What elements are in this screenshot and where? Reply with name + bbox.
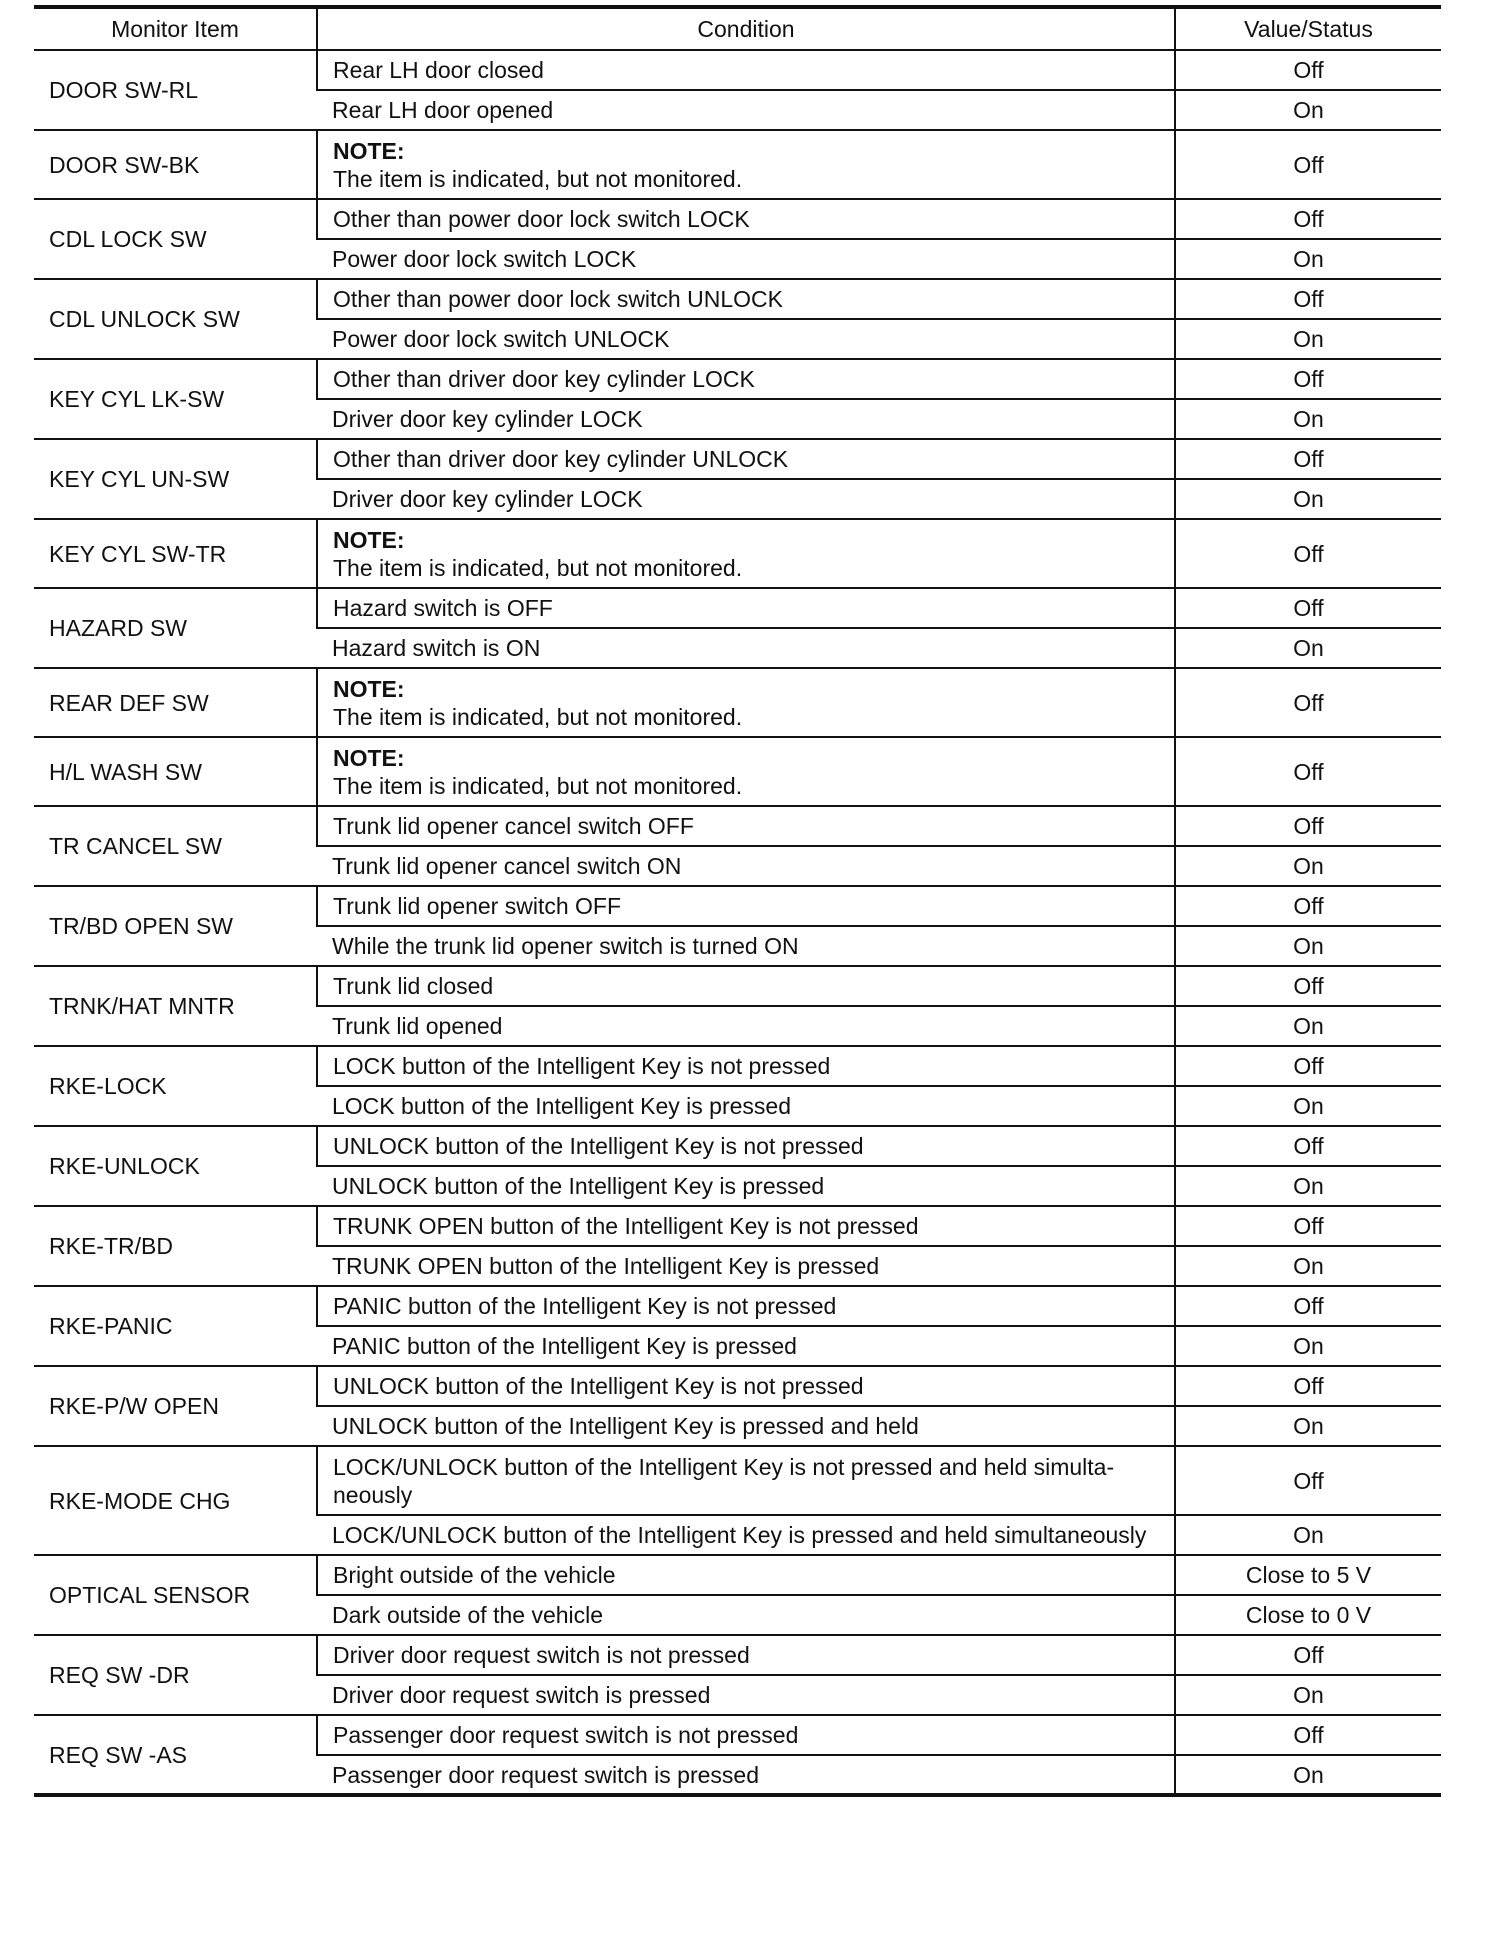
condition-cell: Trunk lid opener switch OFF: [317, 886, 1175, 926]
condition-cell: Trunk lid opener cancel switch ON: [317, 846, 1175, 886]
condition-cell: UNLOCK button of the Intelligent Key is not pressed: [317, 1366, 1175, 1406]
condition-cell: UNLOCK button of the Intelligent Key is pressed: [317, 1166, 1175, 1206]
value-status-cell: Off: [1175, 1286, 1441, 1326]
header-condition: Condition: [317, 7, 1175, 50]
table-row: [34, 359, 1441, 399]
value-status-cell: Off: [1175, 588, 1441, 628]
condition-cell: Rear LH door closed: [317, 50, 1175, 90]
condition-cell: PANIC button of the Intelligent Key is not pressed: [317, 1286, 1175, 1326]
condition-cell: Hazard switch is OFF: [317, 588, 1175, 628]
condition-cell: Hazard switch is ON: [317, 628, 1175, 668]
condition-cell: Driver door key cylinder LOCK: [317, 479, 1175, 519]
value-status-cell: Off: [1175, 1126, 1441, 1166]
condition-cell: TRUNK OPEN button of the Intelligent Key is pressed: [317, 1246, 1175, 1286]
monitor-item-cell: HAZARD SW: [34, 588, 317, 668]
value-status-cell: Off: [1175, 1715, 1441, 1755]
note-text: The item is indicated, but not monitored.: [333, 165, 743, 192]
table-row: [34, 668, 1441, 737]
monitor-item-cell: KEY CYL UN-SW: [34, 439, 317, 519]
header-value-status: Value/Status: [1175, 7, 1441, 50]
condition-cell: UNLOCK button of the Intelligent Key is pressed and held: [317, 1406, 1175, 1446]
condition-cell: Trunk lid opener cancel switch OFF: [317, 806, 1175, 846]
value-status-cell: On: [1175, 399, 1441, 439]
condition-cell: Trunk lid closed: [317, 966, 1175, 1006]
table-row: [34, 439, 1441, 479]
value-status-cell: Close to 5 V: [1175, 1555, 1441, 1595]
table-row: [34, 199, 1441, 239]
value-status-cell: Off: [1175, 668, 1441, 737]
table-body: [34, 50, 1441, 1795]
value-status-cell: Off: [1175, 359, 1441, 399]
value-status-cell: Off: [1175, 50, 1441, 90]
value-status-cell: Off: [1175, 806, 1441, 846]
table-row: [34, 1715, 1441, 1755]
condition-cell: While the trunk lid opener switch is turned ON: [317, 926, 1175, 966]
value-status-cell: On: [1175, 1515, 1441, 1555]
monitor-table-container: [34, 5, 1441, 1797]
value-status-cell: On: [1175, 1246, 1441, 1286]
table-row: [34, 1126, 1441, 1166]
value-status-cell: On: [1175, 1755, 1441, 1795]
monitor-item-cell: TR/BD OPEN SW: [34, 886, 317, 966]
table-row: [34, 1555, 1441, 1595]
condition-cell: [317, 130, 1175, 199]
table-row: [34, 1286, 1441, 1326]
condition-cell: LOCK button of the Intelligent Key is pressed: [317, 1086, 1175, 1126]
condition-cell: UNLOCK button of the Intelligent Key is not pressed: [317, 1126, 1175, 1166]
condition-cell: [317, 519, 1175, 588]
value-status-cell: Off: [1175, 1206, 1441, 1246]
note-title: NOTE:: [333, 137, 405, 164]
note-title: NOTE:: [333, 675, 405, 702]
monitor-item-cell: KEY CYL LK-SW: [34, 359, 317, 439]
value-status-cell: Off: [1175, 439, 1441, 479]
monitor-item-cell: RKE-MODE CHG: [34, 1446, 317, 1555]
monitor-item-cell: RKE-LOCK: [34, 1046, 317, 1126]
condition-cell: Passenger door request switch is pressed: [317, 1755, 1175, 1795]
table-row: [34, 966, 1441, 1006]
condition-cell: PANIC button of the Intelligent Key is pressed: [317, 1326, 1175, 1366]
monitor-item-cell: OPTICAL SENSOR: [34, 1555, 317, 1635]
value-status-cell: Off: [1175, 737, 1441, 806]
monitor-item-cell: RKE-P/W OPEN: [34, 1366, 317, 1446]
table-row: [34, 1046, 1441, 1086]
value-status-cell: Close to 0 V: [1175, 1595, 1441, 1635]
monitor-item-cell: KEY CYL SW-TR: [34, 519, 317, 588]
table-row: [34, 1446, 1441, 1515]
value-status-cell: Off: [1175, 1635, 1441, 1675]
table-row: [34, 737, 1441, 806]
monitor-item-cell: REQ SW -DR: [34, 1635, 317, 1715]
table-row: [34, 806, 1441, 846]
table-row: [34, 1206, 1441, 1246]
value-status-cell: Off: [1175, 886, 1441, 926]
note-title: NOTE:: [333, 526, 405, 553]
value-status-cell: On: [1175, 846, 1441, 886]
value-status-cell: Off: [1175, 1046, 1441, 1086]
value-status-cell: On: [1175, 1166, 1441, 1206]
value-status-cell: On: [1175, 1406, 1441, 1446]
condition-cell: TRUNK OPEN button of the Intelligent Key is not pressed: [317, 1206, 1175, 1246]
monitor-item-cell: CDL UNLOCK SW: [34, 279, 317, 359]
header-monitor-item: Monitor Item: [34, 7, 317, 50]
condition-cell: Other than power door lock switch UNLOCK: [317, 279, 1175, 319]
value-status-cell: On: [1175, 1675, 1441, 1715]
condition-cell: Power door lock switch UNLOCK: [317, 319, 1175, 359]
table-row: [34, 50, 1441, 90]
condition-cell: Power door lock switch LOCK: [317, 239, 1175, 279]
monitor-item-cell: REAR DEF SW: [34, 668, 317, 737]
note-text: The item is indicated, but not monitored.: [333, 703, 743, 730]
value-status-cell: Off: [1175, 519, 1441, 588]
table-row: [34, 588, 1441, 628]
table-row: [34, 886, 1441, 926]
condition-cell: Driver door key cylinder LOCK: [317, 399, 1175, 439]
note-title: NOTE:: [333, 744, 405, 771]
monitor-item-cell: RKE-UNLOCK: [34, 1126, 317, 1206]
value-status-cell: Off: [1175, 1366, 1441, 1406]
value-status-cell: On: [1175, 628, 1441, 668]
value-status-cell: On: [1175, 1086, 1441, 1126]
monitor-item-cell: TRNK/HAT MNTR: [34, 966, 317, 1046]
condition-cell: Driver door request switch is pressed: [317, 1675, 1175, 1715]
value-status-cell: On: [1175, 1326, 1441, 1366]
value-status-cell: Off: [1175, 966, 1441, 1006]
condition-cell: Passenger door request switch is not pressed: [317, 1715, 1175, 1755]
monitor-item-cell: TR CANCEL SW: [34, 806, 317, 886]
value-status-cell: On: [1175, 479, 1441, 519]
table-row: [34, 279, 1441, 319]
condition-cell: LOCK button of the Intelligent Key is not pressed: [317, 1046, 1175, 1086]
condition-cell: Bright outside of the vehicle: [317, 1555, 1175, 1595]
monitor-item-cell: DOOR SW-BK: [34, 130, 317, 199]
note-text: The item is indicated, but not monitored.: [333, 554, 743, 581]
condition-cell: Rear LH door opened: [317, 90, 1175, 130]
condition-cell: [317, 737, 1175, 806]
table-row: [34, 1635, 1441, 1675]
monitor-item-table: [34, 5, 1441, 1797]
value-status-cell: Off: [1175, 1446, 1441, 1515]
condition-cell: LOCK/UNLOCK button of the Intelligent Key is not pressed and held simulta-neously: [317, 1446, 1175, 1515]
value-status-cell: Off: [1175, 199, 1441, 239]
value-status-cell: On: [1175, 926, 1441, 966]
table-row: [34, 519, 1441, 588]
condition-cell: Driver door request switch is not pressed: [317, 1635, 1175, 1675]
header-row: [34, 7, 1441, 50]
value-status-cell: Off: [1175, 130, 1441, 199]
value-status-cell: On: [1175, 1006, 1441, 1046]
value-status-cell: On: [1175, 239, 1441, 279]
condition-cell: Other than power door lock switch LOCK: [317, 199, 1175, 239]
condition-cell: Dark outside of the vehicle: [317, 1595, 1175, 1635]
value-status-cell: Off: [1175, 279, 1441, 319]
monitor-item-cell: H/L WASH SW: [34, 737, 317, 806]
condition-cell: Other than driver door key cylinder LOCK: [317, 359, 1175, 399]
condition-cell: Other than driver door key cylinder UNLOCK: [317, 439, 1175, 479]
table-row: [34, 1366, 1441, 1406]
monitor-item-cell: RKE-TR/BD: [34, 1206, 317, 1286]
table-row: [34, 130, 1441, 199]
condition-cell: Trunk lid opened: [317, 1006, 1175, 1046]
monitor-item-cell: RKE-PANIC: [34, 1286, 317, 1366]
value-status-cell: On: [1175, 319, 1441, 359]
monitor-item-cell: DOOR SW-RL: [34, 50, 317, 130]
monitor-item-cell: REQ SW -AS: [34, 1715, 317, 1795]
table-header: [34, 7, 1441, 50]
condition-cell: [317, 668, 1175, 737]
monitor-item-cell: CDL LOCK SW: [34, 199, 317, 279]
value-status-cell: On: [1175, 90, 1441, 130]
note-text: The item is indicated, but not monitored.: [333, 772, 743, 799]
condition-cell: LOCK/UNLOCK button of the Intelligent Key is pressed and held simultaneously: [317, 1515, 1175, 1555]
